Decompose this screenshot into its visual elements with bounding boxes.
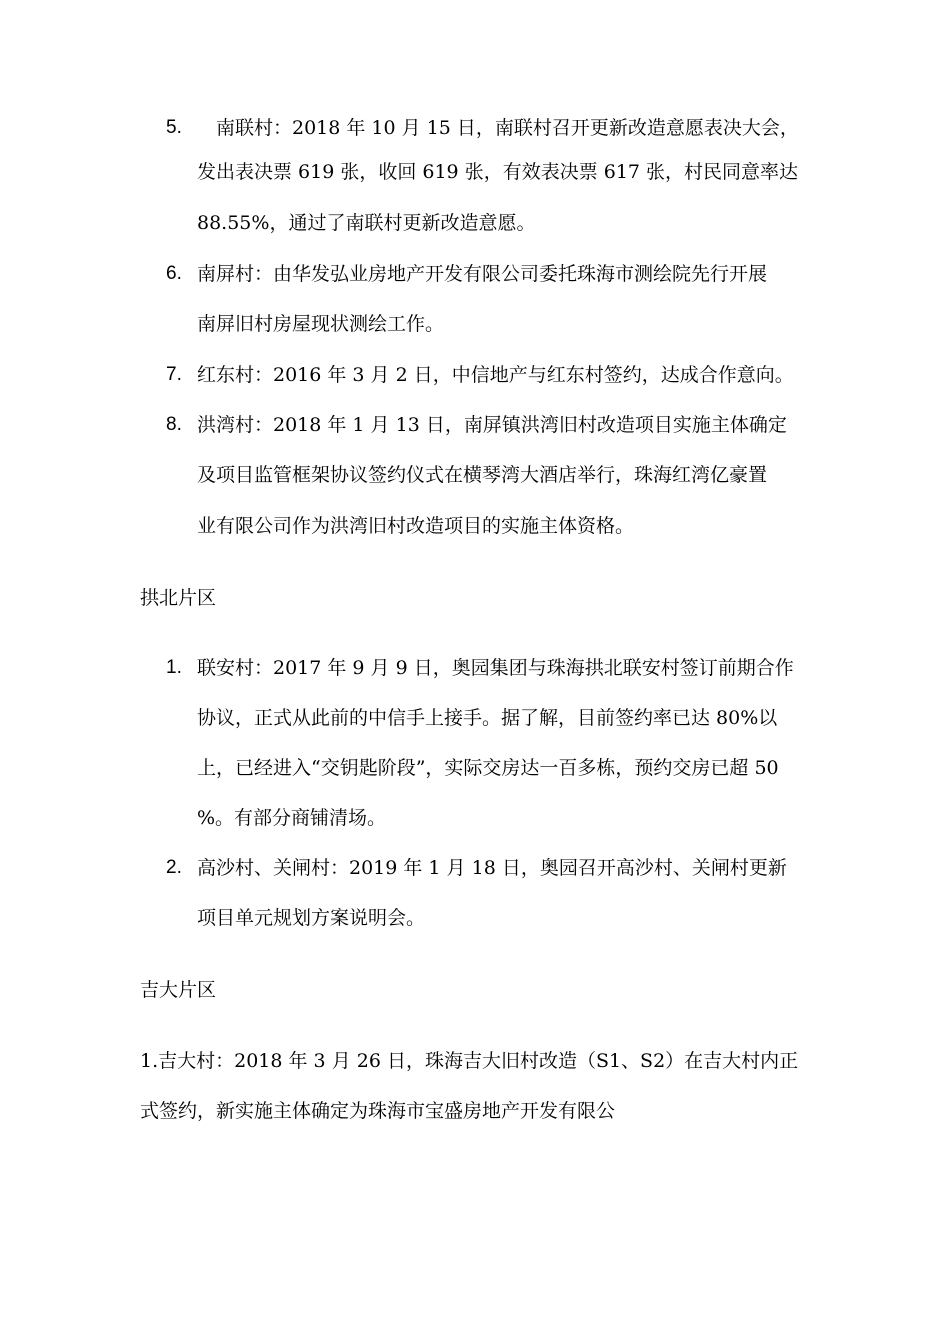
list-item-line: 协议，正式从此前的中信手上接手。据了解，目前签约率已达 80%以 [197,707,778,729]
section-heading: 吉大片区 [140,979,217,1001]
list-item-line: 南联村：2018 年 10 月 15 日，南联村召开更新改造意愿表决大会， [216,117,799,139]
list-item-line: 88.55%，通过了南联村更新改造意愿。 [197,212,536,234]
paragraph-line: 1.吉大村：2018 年 3 月 26 日，珠海吉大旧村改造（S1、S2）在吉大村内正 [140,1050,799,1072]
list-item-line: 洪湾村：2018 年 1 月 13 日，南屏镇洪湾旧村改造项目实施主体确定 [197,414,787,436]
list-number: 6. [166,263,182,284]
list-number: 1. [166,657,182,678]
list-item-line: 红东村：2016 年 3 月 2 日，中信地产与红东村签约，达成合作意向。 [197,364,794,386]
list-number: 2. [166,857,182,878]
list-item-line: 联安村：2017 年 9 月 9 日，奥园集团与珠海拱北联安村签订前期合作 [197,657,794,679]
list-item-line: 业有限公司作为洪湾旧村改造项目的实施主体资格。 [197,515,635,537]
list-number: 8. [166,414,182,435]
list-item-line: 及项目监管框架协议签约仪式在横琴湾大酒店举行，珠海红湾亿豪置 [197,464,768,486]
list-number: 7. [166,364,182,385]
section-heading: 拱北片区 [140,587,217,609]
list-item-line: %。有部分商铺清场。 [197,807,387,829]
list-number: 5. [166,117,182,138]
list-item-line: 南屏村：由华发弘业房地产开发有限公司委托珠海市测绘院先行开展 [197,263,768,285]
paragraph-line: 式签约，新实施主体确定为珠海市宝盛房地产开发有限公 [140,1100,616,1122]
list-item-line: 发出表决票 619 张，收回 619 张，有效表决票 617 张，村民同意率达 [197,161,799,183]
list-item-line: 高沙村、关闸村：2019 年 1 月 18 日，奥园召开高沙村、关闸村更新 [197,857,787,879]
list-item-line: 南屏旧村房屋现状测绘工作。 [197,313,445,335]
list-item-line: 项目单元规划方案说明会。 [197,907,426,929]
list-item-line: 上，已经进入“交钥匙阶段”，实际交房达一百多栋，预约交房已超 50 [197,757,779,779]
